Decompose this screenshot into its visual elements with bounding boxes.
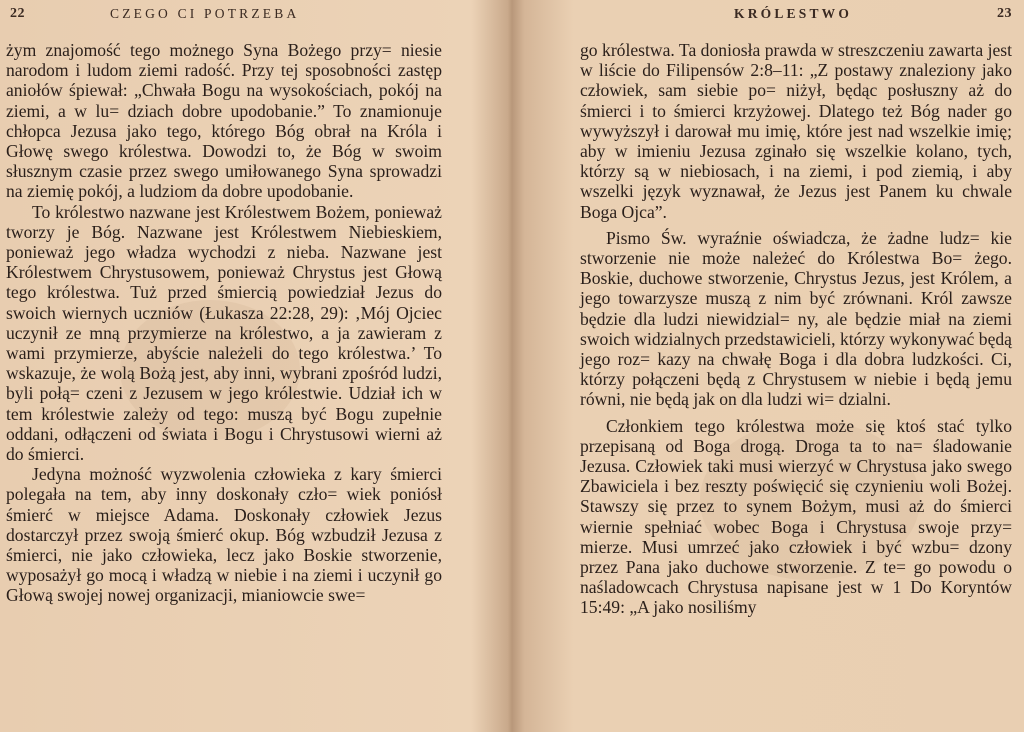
page-body [580, 40, 1012, 618]
running-head-title: KRÓLESTWO [734, 6, 853, 21]
paragraph: Członkiem tego królestwa może się ktoś stać tylko przepisaną od Boga drogą. Droga ta to na= śladowanie Jezusa. Człowiek taki musi wierzyć w Chrystusa jako swego Zbawiciela i bez reszty poświęcić się czynieniu woli Bożej. Stawszy się przez to synem Bożym, musi aż do śmierci wiernie spełniać wobec Boga i Chrystusa swoje przy= mierze. Musi umrzeć jako człowiek i być wzbu= dzony przez Pana jako duchowe stworzenie. Z te= go powodu o naśladowcach Chrystusa napisane jest w 1 Do Koryntów 15:49: „A jako nosiliśmy [580, 415, 1012, 618]
running-head [518, 6, 1024, 28]
page-number: 22 [10, 6, 25, 21]
paragraph: go królestwa. Ta doniosła prawda w streszczeniu zawarta jest w liście do Filipensów 2:8–11: „Z postawy znaleziony jako człowiek, sam siebie po= niżył, będąc posłuszny aż do śmierci i to śmierci krzyżowej. Dlatego też Bóg nader go wywyższył i darował mu imię, które jest nad wszelkie imię; aby w imieniu Jezusa zginało się wszelkie kolano, tych, którzy są w niebiosach, i na ziemi, i pod ziemią, i aby wszelki język wyznawał, że Jezus jest Panem ku chwale Boga Ojca”. [580, 40, 1012, 222]
left-page [0, 0, 506, 732]
paragraph: żym znajomość tego możnego Syna Bożego przy= niesie narodom i ludom ziemi radość. Przy tej sposobności zastęp aniołów śpiewał: „Chwała Bogu na wysokościach, pokój na ziemi, a w lu= dziach dobre upodobanie.” To znamionuje chłopca Jezusa jako tego, którego Bóg obrał na Króla i Głowę swego królestwa. Dowodzi to, że Bóg w swoim słusznym czasie przez swego umiłowanego Syna sprowadzi na ziemię pokój, a ludziom da dobre upodobanie. [6, 40, 442, 202]
paragraph: To królestwo nazwane jest Królestwem Bożem, ponieważ tworzy je Bóg. Nazwane jest Królestwem Niebieskiem, ponieważ jego władza wychodzi z nieba. Nazwane jest Królestwem Chrystusowem, ponieważ Chrystus jest Głową tego królestwa. Tuż przed śmiercią powiedział Jezus do swoich wiernych uczniów (Łukasza 22:28, 29): ‚Mój Ojciec uczynił ze mną przymierze na królestwo, a ja zawieram z wami przymierze, abyście należeli do tego królestwa.’ To wskazuje, że wolą Bożą jest, aby inni, wybrani zpośród ludzi, byli połą= czeni z Jezusem w jego królestwie. Udział ich w tem królestwie zależy od tego: muszą być Bogu zupełnie oddani, odłączeni od świata i Bogu i Chrystusowi wierni aż do śmierci. [6, 201, 442, 465]
page-number: 23 [997, 6, 1012, 21]
paragraph: Jedyna możność wyzwolenia człowieka z kary śmierci polegała na tem, aby inny doskonały czło= wiek poniósł śmierć w miejsce Adama. Doskonały człowiek Jezus dostarczył przez swoją śmierć okup. Bóg wzbudził Jezusa z śmierci, nie jako człowieka, lecz jako Boskie stworzenie, wyposażył go mocą i władzą w niebie i na ziemi i uczynił go Głową swojej nowej organizacji, mianiowcie swe= [6, 464, 442, 606]
running-head-title: CZEGO CI POTRZEBA [110, 6, 300, 21]
paragraph: Pismo Św. wyraźnie oświadcza, że żadne ludz= kie stworzenie nie może należeć do Królestwa Bo= żego. Boskie, duchowe stworzenie, Chrystus Jezus, jest Królem, a jego towarzysze muszą z nim być zrównani. Król zawsze będzie dla ludzi niewidzial= ny, ale będzie miał na ziemi swoich widzialnych przedstawicieli, którzy wykonywać będą jego roz= kazy na chwałę Boga i dla dobra ludzkości. Ci, którzy połączeni będą z Chrystusem w niebie i będą jemu równi, nie będą jak on dla ludzi wi= dzialni. [580, 227, 1012, 410]
page-body [6, 40, 442, 606]
running-head [0, 6, 506, 28]
right-page [518, 0, 1024, 732]
